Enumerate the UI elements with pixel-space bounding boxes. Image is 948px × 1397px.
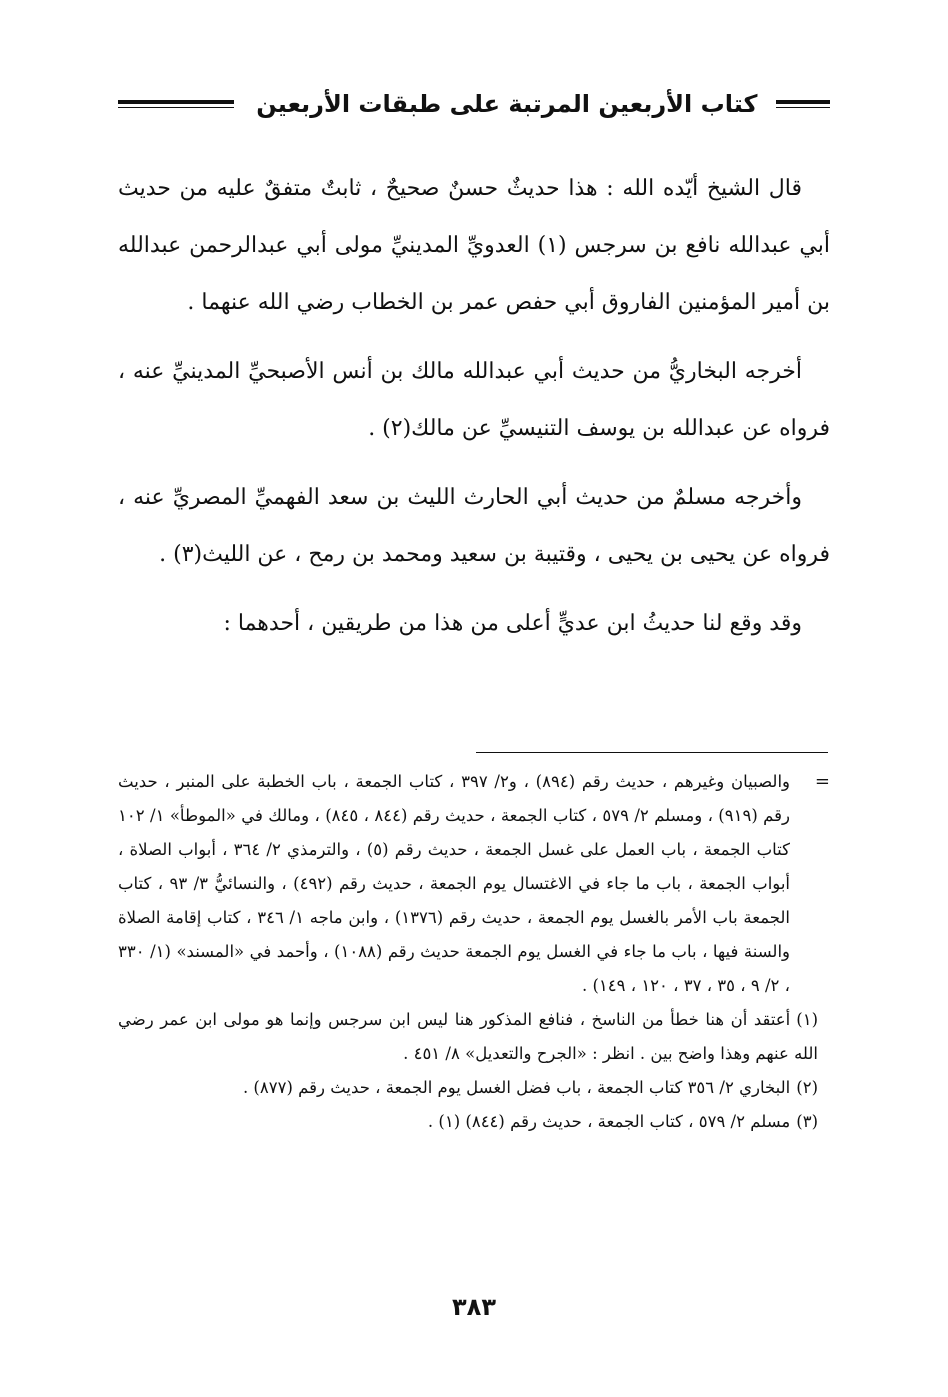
footnote-divider (476, 752, 828, 753)
header-rule-left (118, 100, 234, 109)
running-header (118, 84, 830, 124)
footnote-continuation-text: والصبيان وغيرهم ، حديث رقم (٨٩٤) ، و٢/ ٣٩٧ ، كتاب الجمعة ، باب الخطبة على المنبر ، حديث رقم (٩١٩) ، ومسلم ٢/ ٥٧٩ ، كتاب الجمعة ، حديث رقم (٨٤٤ ، ٨٤٥) ، ومالك في «الموطأ» ١/ ١٠٢ كتاب الجمعة ، باب العمل على غسل الجمعة ، حديث رقم (٥) ، والترمذي ٢/ ٣٦٤ ، أبواب الصلاة ، أبواب الجمعة ، باب ما جاء في الاغتسال يوم الجمعة ، حديث رقم (٤٩٢) ، والنسائيُّ ٣/ ٩٣ ، كتاب الجمعة باب الأمر بالغسل يوم الجمعة ، حديث رقم (١٣٧٦) ، وابن ماجه ١/ ٣٤٦ ، كتاب إقامة الصلاة والسنة فيها ، باب ما جاء في الغسل يوم الجمعة حديث رقم (١٠٨٨) ، وأحمد في «المسند» (١/ ٣٣٠ ، ٢/ ٩ ، ٣٥ ، ٣٧ ، ١٢٠ ، ١٤٩) . (118, 772, 791, 995)
footnote-number: (٣) (796, 1112, 818, 1131)
paragraph: أخرجه البخاريُّ من حديث أبي عبدالله مالك بن أنس الأصبحيِّ المدينيِّ عنه ، فرواه عن عبدالله بن يوسف التنيسيِّ عن مالك(٢) . (118, 359, 830, 441)
footnote-text: مسلم ٢/ ٥٧٩ ، كتاب الجمعة ، حديث رقم (٨٤٤) (١) . (427, 1112, 791, 1131)
header-rule-right (776, 100, 831, 109)
footnotes (118, 765, 830, 1139)
paragraph: وقد وقع لنا حديثُ ابن عديٍّ أعلى من هذا من طريقين ، أحدهما : (223, 611, 802, 636)
paragraph: قال الشيخ أيّده الله : هذا حديثٌ حسنٌ صحيحٌ ، ثابتٌ متفقٌ عليه من حديث أبي عبدالله نافع بن سرجس (١) العدويِّ المدينيِّ مولى أبي عبدالرحمن عبدالله بن أمير المؤمنين الفاروق أبي حفص عمر بن الخطاب رضي الله عنهما . (118, 176, 830, 315)
footnote-number: (٢) (796, 1078, 818, 1097)
footnote-continuation (118, 765, 830, 1003)
footnote-text: أعتقد أن هنا خطأ من الناسخ ، فنافع المذكور هنا ليس ابن سرجس وإنما هو مولى ابن عمر رضي الله عنهم وهذا واضح بين . انظر : «الجرح والتعديل» ٨/ ٤٥١ . (118, 1010, 818, 1063)
footnote-3 (118, 1105, 830, 1139)
footnote-1 (118, 1003, 830, 1071)
main-text (118, 160, 830, 664)
page-number: ٣٨٣ (452, 1293, 496, 1321)
book-title: كتاب الأربعين المرتبة على طبقات الأربعين (256, 90, 758, 118)
footnote-number: (١) (796, 1010, 818, 1029)
continuation-mark: = (814, 771, 830, 792)
paragraph: وأخرجه مسلمٌ من حديث أبي الحارث الليث بن سعد الفهميِّ المصريِّ عنه ، فرواه عن يحيى بن يحيى ، وقتيبة بن سعيد ومحمد بن رمح ، عن الليث(٣) . (118, 485, 830, 567)
footnote-text: البخاري ٢/ ٣٥٦ كتاب الجمعة ، باب فضل الغسل يوم الجمعة ، حديث رقم (٨٧٧) . (242, 1078, 791, 1097)
footnote-2 (118, 1071, 830, 1105)
